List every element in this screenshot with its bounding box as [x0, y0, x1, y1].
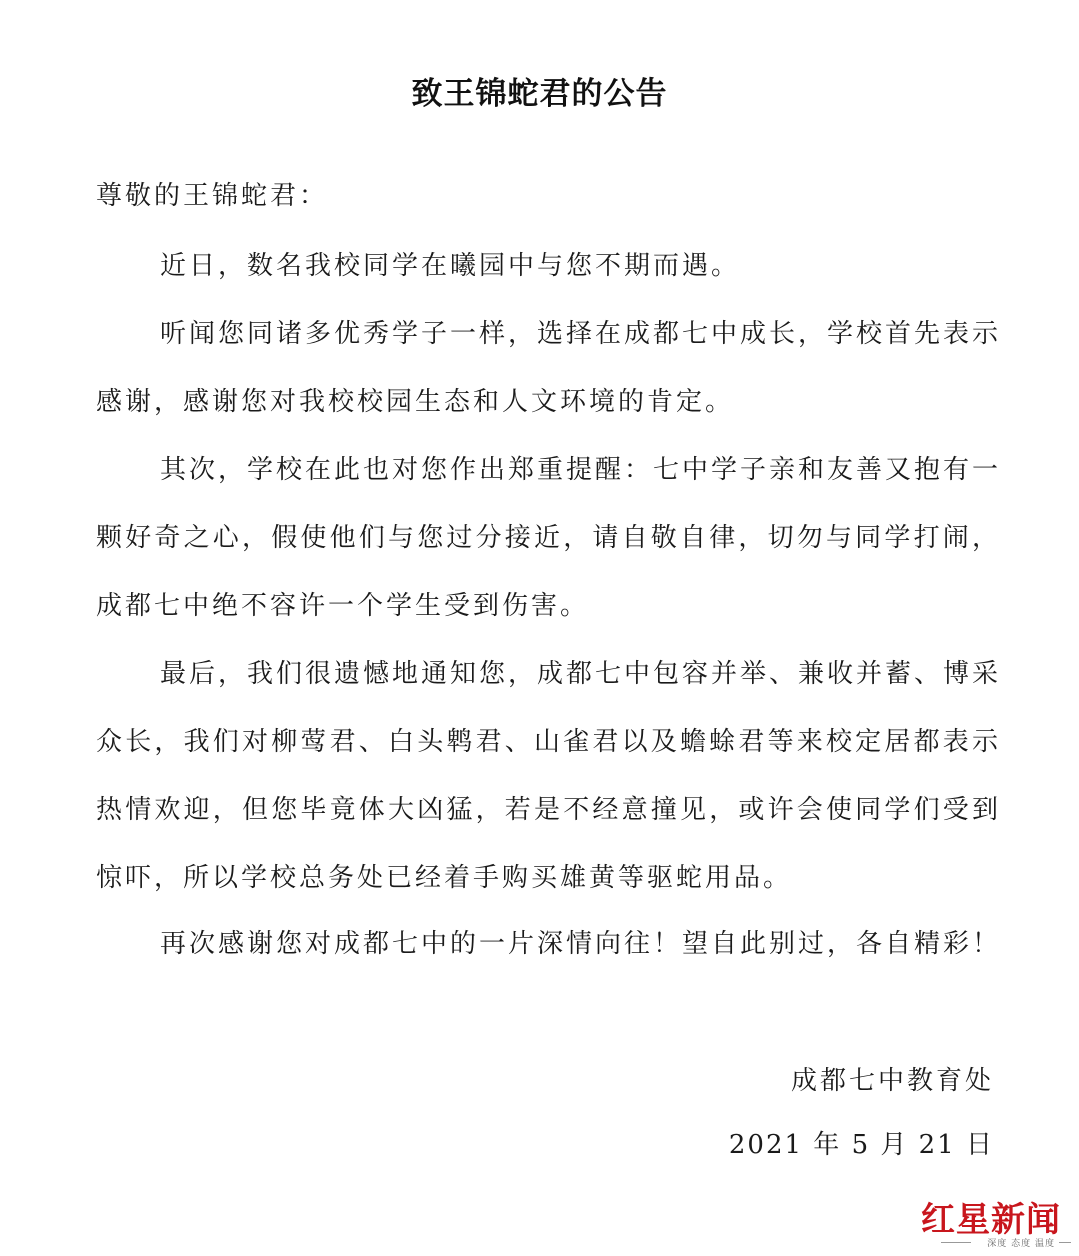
date: 2021 年 5 月 21 日 — [728, 1130, 994, 1160]
salutation: 尊敬的王锦蛇君： — [96, 181, 329, 211]
watermark-brand: 红星新闻 — [921, 1200, 1061, 1240]
paragraph-5: 再次感谢您对成都七中的一片深情向往！望自此别过，各自精彩！ — [160, 929, 1002, 959]
paragraph-4: 最后，我们很遗憾地通知您，成都七中包容并举、兼收并蓄、博采众长，我们对柳莺君、白头鹎君、山雀君以及蟾蜍君等来校定居都表示热情欢迎，但您毕竟体大凶猛，若是不经意撞见，或许会使同学们受到惊吓，所以学校总务处已经着手购买雄黄等驱蛇用品。 — [96, 659, 1002, 893]
watermark-tagline: 深度 态度 温度 — [987, 1239, 1055, 1249]
watermark-divider-left — [941, 1242, 971, 1243]
watermark-divider-right — [1059, 1242, 1071, 1243]
notice-title: 致王锦蛇君的公告 — [411, 76, 668, 112]
signature: 成都七中教育处 — [790, 1066, 994, 1096]
paragraph-2: 听闻您同诸多优秀学子一样，选择在成都七中成长，学校首先表示感谢，感谢您对我校校园生态和人文环境的肯定。 — [96, 319, 1002, 417]
watermark-logo — [911, 1192, 1071, 1252]
paragraph-1: 近日，数名我校同学在曦园中与您不期而遇。 — [160, 251, 741, 281]
paragraph-3: 其次，学校在此也对您作出郑重提醒：七中学子亲和友善又抱有一颗好奇之心，假使他们与您过分接近，请自敬自律，切勿与同学打闹，成都七中绝不容许一个学生受到伤害。 — [96, 455, 1002, 621]
